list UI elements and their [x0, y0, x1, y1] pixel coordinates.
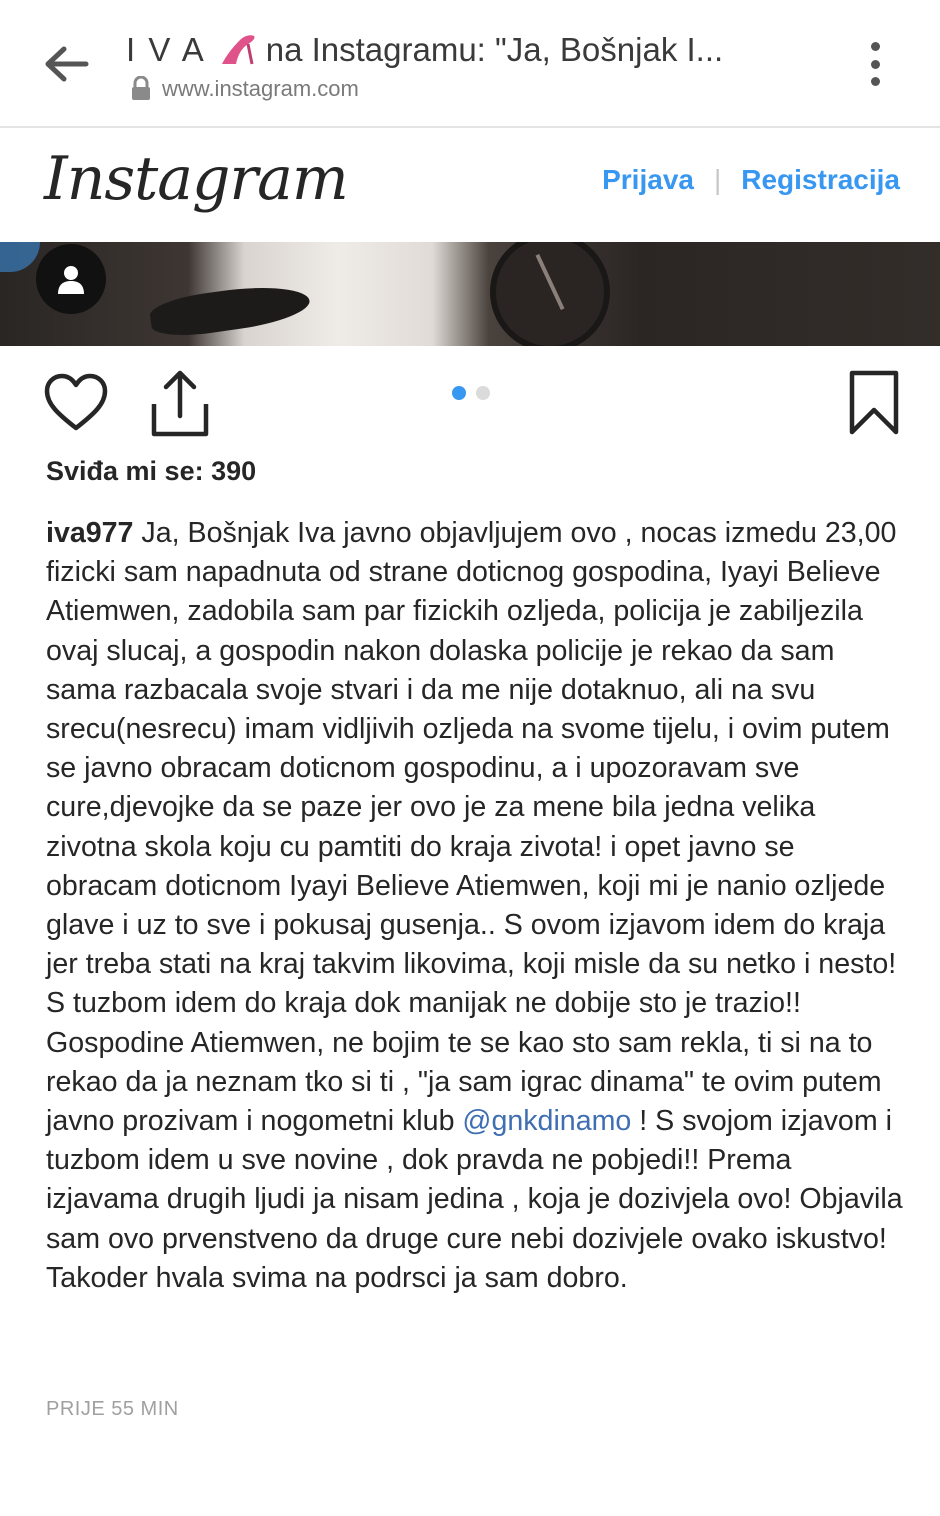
carousel-dot-active — [452, 386, 466, 400]
caption-username[interactable]: iva977 — [46, 517, 134, 549]
auth-links — [602, 164, 900, 196]
photo-detail — [0, 242, 40, 272]
high-heel-icon — [218, 30, 258, 70]
register-link[interactable]: Registracija — [741, 164, 900, 195]
user-silhouette-icon — [54, 262, 88, 296]
instagram-header — [0, 130, 940, 242]
photo-detail — [148, 279, 312, 341]
instagram-logo[interactable]: Instagram — [44, 144, 348, 214]
menu-dot — [871, 42, 880, 51]
heart-icon — [42, 372, 110, 434]
post-caption — [46, 514, 908, 1298]
share-icon — [148, 368, 212, 438]
page-title-suffix: na Instagramu: "Ja, Bošnjak I... — [265, 31, 724, 68]
page-title-prefix: I V A — [126, 31, 206, 68]
avatar[interactable] — [36, 244, 106, 314]
like-button[interactable] — [42, 372, 110, 434]
bookmark-icon — [846, 368, 902, 438]
menu-dot — [871, 60, 880, 69]
carousel-dot — [476, 386, 490, 400]
caption-text: Ja, Bošnjak Iva javno objavljujem ovo , nocas izmedu 23,00 fizicki sam napadnuta od strane doticnog gospodina, Iyayi Believe Atiemwen, zadobila sam par fizickih ozljeda, policija je zabiljezila ovaj slucaj, a gospodin nakon dolaska policije je rekao da sam sama razbacala svoje stvari i da me nije dotaknuo, ali na svu srecu(nesrecu) imam vidljivih ozljeda na svome tijelu, i ovim putem se javno obracam doticnom gospodinu, a i upozoravam sve cure,djevojke da se paze jer ovo je za mene bila jedna velika zivotna skola koju cu pamtiti do kraja zivota! i opet javno se obracam doticnom Iyayi Believe Atiemwen, koji mi je nanio ozljede glave i uz to sve i pokusaj gusenja.. S ovom izjavom idem do kraja jer treba stati na kraj takvim likovima, koji misle da su netko i nesto! S tuzbom idem do kraja dok manijak ne dobije sto je trazio!! Gospodine Atiemwen, ne bojim te se kao sto sam rekla, ti si na to rekao da ja neznam tko si ti , "ja sam igrac dinama" te ovim putem javno prozivam i nogometni klub — [46, 517, 897, 1138]
more-options-button[interactable] — [858, 38, 892, 90]
url-text: www.instagram.com — [162, 76, 359, 101]
menu-dot — [871, 77, 880, 86]
back-button[interactable] — [40, 40, 92, 88]
share-button[interactable] — [148, 368, 212, 438]
post-timestamp: PRIJE 55 MIN — [46, 1398, 179, 1420]
url-row[interactable] — [130, 74, 359, 104]
page-title — [126, 28, 826, 72]
caption-text-continued: ! S svojom izjavom i tuzbom idem u sve novine , dok pravda ne pobjedi!! Prema izjavama drugih ljudi ja nisam jedina , koja je dozivjela ovo! Objavila sam ovo prvenstveno da druge cure nebi dozivjele ovako iskustvo! Takoder hvala svima na podrsci ja sam dobro. — [46, 1105, 903, 1294]
carousel-indicator — [452, 386, 490, 400]
post-photo[interactable] — [0, 242, 940, 346]
save-button[interactable] — [846, 368, 902, 438]
post-actions — [0, 360, 940, 450]
auth-separator: | — [713, 164, 722, 195]
lock-icon — [130, 76, 152, 102]
arrow-left-icon — [42, 44, 90, 84]
browser-bar — [0, 0, 940, 128]
likes-count[interactable]: Sviđa mi se: 390 — [46, 456, 257, 486]
login-link[interactable]: Prijava — [602, 164, 694, 195]
photo-detail — [490, 242, 610, 346]
caption-mention[interactable]: @gnkdinamo — [462, 1105, 632, 1138]
